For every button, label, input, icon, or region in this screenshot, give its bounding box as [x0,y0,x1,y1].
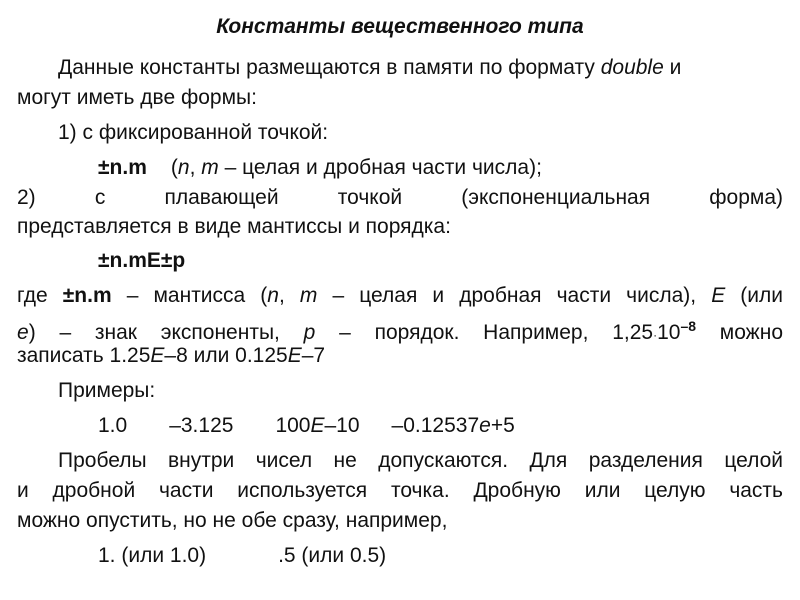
where-t6: можно [696,321,784,344]
var-n: n [177,156,190,179]
example-b: –8 или 0.125 [164,344,288,367]
var-E: E [287,344,302,367]
example-item: 1.0 [98,414,128,437]
var-E: E [150,344,165,367]
var-e: e [479,414,491,437]
example-item: –10 [324,414,360,437]
paren-open: ( [170,156,178,179]
example-item: 100 [275,414,311,437]
format-name: double [600,56,664,79]
example-item: .5 (или 0.5) [278,544,387,567]
form1-label: 1) с фиксированной точкой: [58,121,329,144]
comma: , [278,284,300,307]
where-line-1 [17,281,783,311]
comma: , [189,156,202,179]
where-t3: (или [725,284,783,307]
form2-line-1: 2) с плавающей точкой (экспоненциальная форма) [17,186,783,209]
example-a: записать 1.25 [17,344,151,367]
var-e: e [17,321,29,344]
multiply-dot: · [653,328,658,342]
var-p: p [303,321,316,344]
var-E: E [310,414,325,437]
example-c: –7 [301,344,326,367]
example-item: –3.125 [169,414,234,437]
example-item: +5 [490,414,515,437]
form2-line-2: представляется в виде мантиссы и порядка: [17,215,451,238]
intro-line-1 [58,53,681,83]
where-prefix: где [17,284,63,307]
intro-text: Данные константы размещаются в памяти по формату [58,56,601,79]
intro-line-2: могут иметь две формы: [17,86,257,109]
where-t1: – мантисса ( [111,284,268,307]
spaces-line-3: можно опустить, но не обе сразу, например, [17,509,448,532]
var-m: m [299,284,318,307]
var-n: n [267,284,279,307]
form2-notation [98,246,185,276]
examples-label: Примеры: [58,379,156,402]
exp-notation: ±n.mE±p [98,249,186,272]
where-t5: – порядок. Например, 1,25 [315,321,654,344]
spaces-line-2: и дробной части используется точка. Дробную или целую часть [17,479,783,502]
where-line-3 [17,341,325,371]
where-t2: – целая и дробная части числа), [317,284,712,307]
exponent: –8 [680,318,697,334]
form1-notation: ±n.m [98,156,147,179]
form1-desc: – целая и дробная части числа); [218,156,542,179]
example-item: 1. (или 1.0) [98,544,207,567]
var-m: m [201,156,219,179]
spaces-line-1: Пробелы внутри чисел не допускаются. Для разделения целой [58,449,783,472]
intro-suffix: и [663,56,682,79]
mantissa-notation: ±n.m [62,284,112,307]
form1-notation-line [98,153,542,183]
ten: 10 [657,321,681,344]
spaces-examples [98,541,386,571]
examples-line [98,411,515,441]
where-t4: ) – знак экспоненты, [28,321,304,344]
var-E: E [711,284,726,307]
page-title: Константы вещественного типа [216,15,584,38]
example-item: –0.12537 [391,414,480,437]
